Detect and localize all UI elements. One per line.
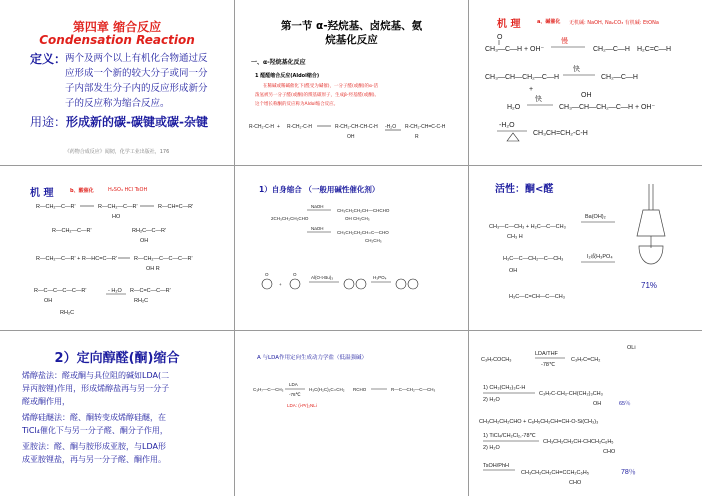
method-line: 烯醇盐法：醛或酮与具位阻的碱如LDA(二	[22, 371, 170, 380]
definition-label: 定义：	[30, 52, 67, 66]
section-title-line1: 第一节 α-羟烷基、卤烷基、氨	[280, 20, 423, 32]
lda-reagent: LDA	[289, 382, 298, 387]
method-item-enolate	[22, 369, 227, 408]
svg-text:CH₂—C—H: CH₂—C—H	[593, 46, 630, 53]
svg-text:H₃C(H₂C)₂C=CH₂: H₃C(H₂C)₂C=CH₂	[309, 387, 345, 392]
cho-label: CHO	[603, 449, 616, 455]
svg-text:RH₂C—C—R': RH₂C—C—R'	[132, 228, 167, 234]
chapter-title: 第四章 缩合反应	[72, 20, 162, 34]
svg-text:R-CH₂-CH-CH-C-H: R-CH₂-CH-CH-C-H	[335, 124, 378, 130]
svg-text:CH₂—C—H: CH₂—C—H	[601, 74, 638, 81]
yield-65: 65％	[619, 401, 631, 407]
svg-text:O: O	[293, 272, 297, 277]
svg-text:OH R: OH R	[146, 266, 160, 272]
usage-label: 用途：	[30, 115, 67, 129]
slide-section-one	[235, 0, 468, 165]
acid-mechanism-title: 机 理	[30, 188, 54, 199]
lda-temp: -78℃	[289, 392, 301, 397]
svg-text:R—C—C—C—C—R': R—C—C—C—C—R'	[34, 288, 87, 294]
usage-line	[30, 113, 208, 130]
acid-mechanism-scheme	[0, 196, 234, 326]
cho-label-2: CHO	[569, 480, 582, 486]
product-hydroxyaldehyde: CH₃CH₂CH₂CH-CHCH₂C₆H₅	[543, 439, 614, 445]
self-condensation-heading: 1）自身缩合	[259, 185, 302, 194]
reference-note: 《药物合成反应》闻韧，化学工业出版社，176	[64, 149, 170, 155]
svg-text:CH₃—C—CH₃ + H₂C—C—CH₃: CH₃—C—CH₃ + H₂C—C—CH₃	[489, 224, 566, 230]
svg-text:OH: OH	[509, 268, 518, 274]
slide-directed-aldol	[0, 331, 234, 496]
reagent-phosphoric: H₃PO₄	[373, 275, 387, 280]
oh-label: OH	[593, 401, 602, 407]
slide-acid-mechanism	[0, 166, 234, 330]
svg-text:- H₂O: - H₂O	[108, 288, 122, 294]
slide-examples	[469, 331, 702, 496]
temp-label: -78℃	[541, 362, 556, 368]
step-water: 2) H₂O	[483, 397, 500, 403]
self-condensation-scheme	[235, 200, 468, 325]
oli-label: OLi	[627, 345, 636, 351]
svg-text:CH₃—CH—CH₂—C—H + OH⁻: CH₃—CH—CH₂—C—H + OH⁻	[559, 104, 656, 111]
svg-text:OH: OH	[140, 238, 149, 244]
lda-title: A 与LDA作用定向生成动力学盐（低温强碱）	[257, 355, 367, 361]
reagent-naoh-1: NaOH	[311, 204, 324, 209]
reagent-iodine: I₂或H₃PO₄	[587, 254, 613, 260]
reagent-barium: Ba(OH)₂	[585, 214, 606, 220]
base-mechanism-scheme	[469, 25, 702, 165]
lda-scheme	[235, 371, 468, 431]
step-aldehyde: 1) CH₃(CH₂)₃C-H	[483, 385, 526, 391]
silyl-enol-ether: CH₃CH₂CH₂CHO + C₆H₅CH₂CH=CH-O-Si(CH₃)₃	[479, 419, 599, 425]
method-item-silyl	[22, 411, 227, 437]
definition-line: 子的反应称为缩合反应。	[65, 98, 170, 109]
chapter-subtitle: Condensation Reaction	[39, 33, 195, 47]
svg-text:R—CH₂—C—R': R—CH₂—C—R'	[98, 204, 138, 210]
reactivity-scheme	[469, 180, 702, 330]
svg-text:+: +	[277, 124, 280, 130]
mechanism-subtitle: a、碱催化	[537, 19, 561, 25]
crotonaldehyde-label: CH₃CH=CH₂-C-H	[533, 130, 588, 137]
svg-text:R—CH₂—C—C—C—R': R—CH₂—C—C—C—R'	[134, 256, 193, 262]
body-line-3: 这个增长称酮的反应称为Aldol缩合反应。	[255, 102, 339, 107]
svg-text:R-CH₂-C-H: R-CH₂-C-H	[249, 124, 274, 130]
slide-base-mechanism	[469, 0, 702, 165]
slide-reactivity	[469, 166, 702, 330]
method-line: 烯醇硅醚法：醛、酮转变成烯醇硅醚，在	[22, 413, 166, 422]
yield-71: 71%	[641, 281, 658, 290]
svg-text:CH₂CH₃: CH₂CH₃	[365, 238, 382, 243]
slide-definition	[0, 0, 234, 165]
reagent-naoh-2: NaOH	[311, 226, 324, 231]
svg-text:C₃H₇—C—CH₃: C₃H₇—C—CH₃	[253, 387, 284, 392]
method-line: 亚胺法：醛、酮与胺形成亚胺，与LDA形	[22, 442, 166, 451]
topic-heading: 1 醛醛缩合反应(Aldol缩合)	[255, 73, 320, 79]
aldol-scheme	[235, 112, 468, 152]
svg-text:CH₃—CH—CH₂—C—H: CH₃—CH—CH₂—C—H	[485, 74, 560, 81]
examples-scheme	[469, 331, 702, 496]
svg-text:CH₃—C—H + OH⁻: CH₃—C—H + OH⁻	[485, 46, 545, 53]
svg-text:+: +	[529, 86, 534, 93]
svg-text:H₃C—C—CH₂—C—CH₃: H₃C—C—CH₂—C—CH₃	[503, 256, 564, 262]
svg-text:OH CH₂CH₃: OH CH₂CH₃	[345, 216, 370, 221]
definition-line: 两个及两个以上有机化合物通过反	[65, 53, 208, 64]
catalyst-list: 无机碱: NaOH, Na₂CO₃ 有机碱: EtONa	[569, 20, 659, 26]
reactivity-title: 活性：酮<醛	[495, 184, 554, 195]
product-enal: CH₃CH₂CH₂CH=CCH₂C₆H₅	[521, 470, 589, 476]
fast-label-1: 快	[573, 66, 580, 73]
svg-text:H₂C=C—H: H₂C=C—H	[637, 46, 672, 53]
directed-aldol-title: 2）定向醇醛(酮)缩合	[54, 351, 180, 366]
body-line-1: 在稀碱或稀碱催化下(醛受为碱催)，一分子醛(或酮)的α-活	[263, 84, 379, 89]
svg-text:CH₃CH₂CH₂CH—CHCHO: CH₃CH₂CH₂CH—CHCHO	[337, 208, 390, 213]
svg-text:RCHO: RCHO	[353, 387, 367, 392]
svg-text:+: +	[279, 282, 282, 287]
slide-self-condensation	[235, 166, 468, 330]
lda-thf: LDA/THF	[535, 351, 558, 357]
slide-lda	[235, 331, 468, 496]
enolate: C₃H₇C=CH₂	[571, 357, 601, 363]
svg-text:HO: HO	[112, 214, 121, 220]
usage-text: 形成新的碳-碳键或碳-杂键	[66, 115, 208, 129]
self-condensation-note: （一般用碱性催化剂）	[304, 185, 380, 194]
subsection-heading: 一、α-羟烷基化反应	[251, 59, 306, 66]
product-hydroxyketone: C₃H₇C-CH₂-CH(CH₂)₃CH₃	[539, 391, 603, 397]
definition-line: 应形成一个新的较大分子或同一分	[65, 68, 208, 79]
svg-text:R-CH₂-CH=C-C-H: R-CH₂-CH=C-C-H	[405, 124, 446, 130]
svg-text:R—C=C—C—R': R—C=C—C—R'	[130, 288, 171, 294]
svg-text:CH₃CH₂CH₂CH=C—CHO: CH₃CH₂CH₂CH=C—CHO	[337, 230, 389, 235]
svg-text:H₂O: H₂O	[507, 104, 521, 111]
oh-label: OH	[581, 92, 592, 99]
method-line: 成亚胺锂盐，再与另一分子醛、酮作用。	[22, 455, 166, 464]
definition-text	[65, 51, 208, 111]
definition-line: 子内部发生分子内的反应形成新分	[65, 83, 208, 94]
svg-text:R—CH₂—C—R': R—CH₂—C—R'	[52, 228, 92, 234]
lda-note: LDA: (i-Pr)₂NLi	[287, 403, 317, 408]
method-line: 醛或酮作用，	[22, 397, 70, 406]
mechanism-title: 机 理	[497, 19, 521, 30]
reagent-aluminium: Al(O-t-Bu)₃	[311, 275, 334, 280]
yield-78: 78％	[621, 469, 636, 476]
svg-text:O: O	[497, 34, 503, 41]
dehydration-label: -H₂O	[499, 122, 515, 129]
svg-text:RH₂C: RH₂C	[134, 298, 149, 304]
svg-text:OH: OH	[347, 134, 355, 140]
svg-text:RH₂C: RH₂C	[60, 310, 75, 316]
svg-text:R—CH₂—C—R' + R—HC=C—R': R—CH₂—C—R' + R—HC=C—R'	[36, 256, 117, 262]
svg-text:R—CH=C—R': R—CH=C—R'	[158, 204, 194, 210]
method-line: TiCl₄催化下与另一分子醛、酮分子作用，	[22, 426, 168, 435]
svg-text:O: O	[265, 272, 269, 277]
acid-catalyst-list: H₂SO₄ HCl TsOH	[108, 187, 148, 193]
method-line: 异丙胺锂)作用，形成烯醇盐再与另一分子	[22, 384, 170, 393]
svg-text:H₃C—C=CH—C—CH₃: H₃C—C=CH—C—CH₃	[509, 294, 565, 300]
step-water-2: 2) H₂O	[483, 445, 500, 451]
section-title-line2: 烷基化反应	[325, 34, 378, 46]
method-item-imine	[22, 440, 227, 466]
acid-mechanism-subtitle: b、酸催化	[70, 188, 94, 194]
svg-text:R—CH₂—C—R': R—CH₂—C—R'	[36, 204, 76, 210]
slow-label: 慢	[561, 38, 568, 45]
self-condensation-title	[259, 184, 379, 195]
body-line-2: 泼氢被另一分子醛(或酮)的羰基碳原子，生成β-羟基醛(或酮)。	[255, 93, 380, 98]
svg-text:R-CH₂-C-H: R-CH₂-C-H	[287, 124, 312, 130]
step-ticl4: 1) TiCl₄/CH₂Cl₂,-78℃	[483, 433, 536, 439]
fast-label-2: 快	[535, 96, 542, 103]
method-list	[22, 369, 227, 466]
svg-text:R: R	[415, 134, 419, 140]
svg-text:2CH₃CH₂CH₂CHO: 2CH₃CH₂CH₂CHO	[271, 216, 309, 221]
svg-text:OH: OH	[44, 298, 53, 304]
step-tsoh: TsOH/PhH	[483, 463, 509, 469]
svg-text:CH₃ H: CH₃ H	[507, 234, 523, 240]
methyl-ketone: C₃H₇COCH₃	[481, 357, 512, 363]
svg-text:R—C—CH₂—C—CH₃: R—C—CH₂—C—CH₃	[391, 387, 436, 392]
svg-text:-H₂O: -H₂O	[385, 124, 397, 130]
